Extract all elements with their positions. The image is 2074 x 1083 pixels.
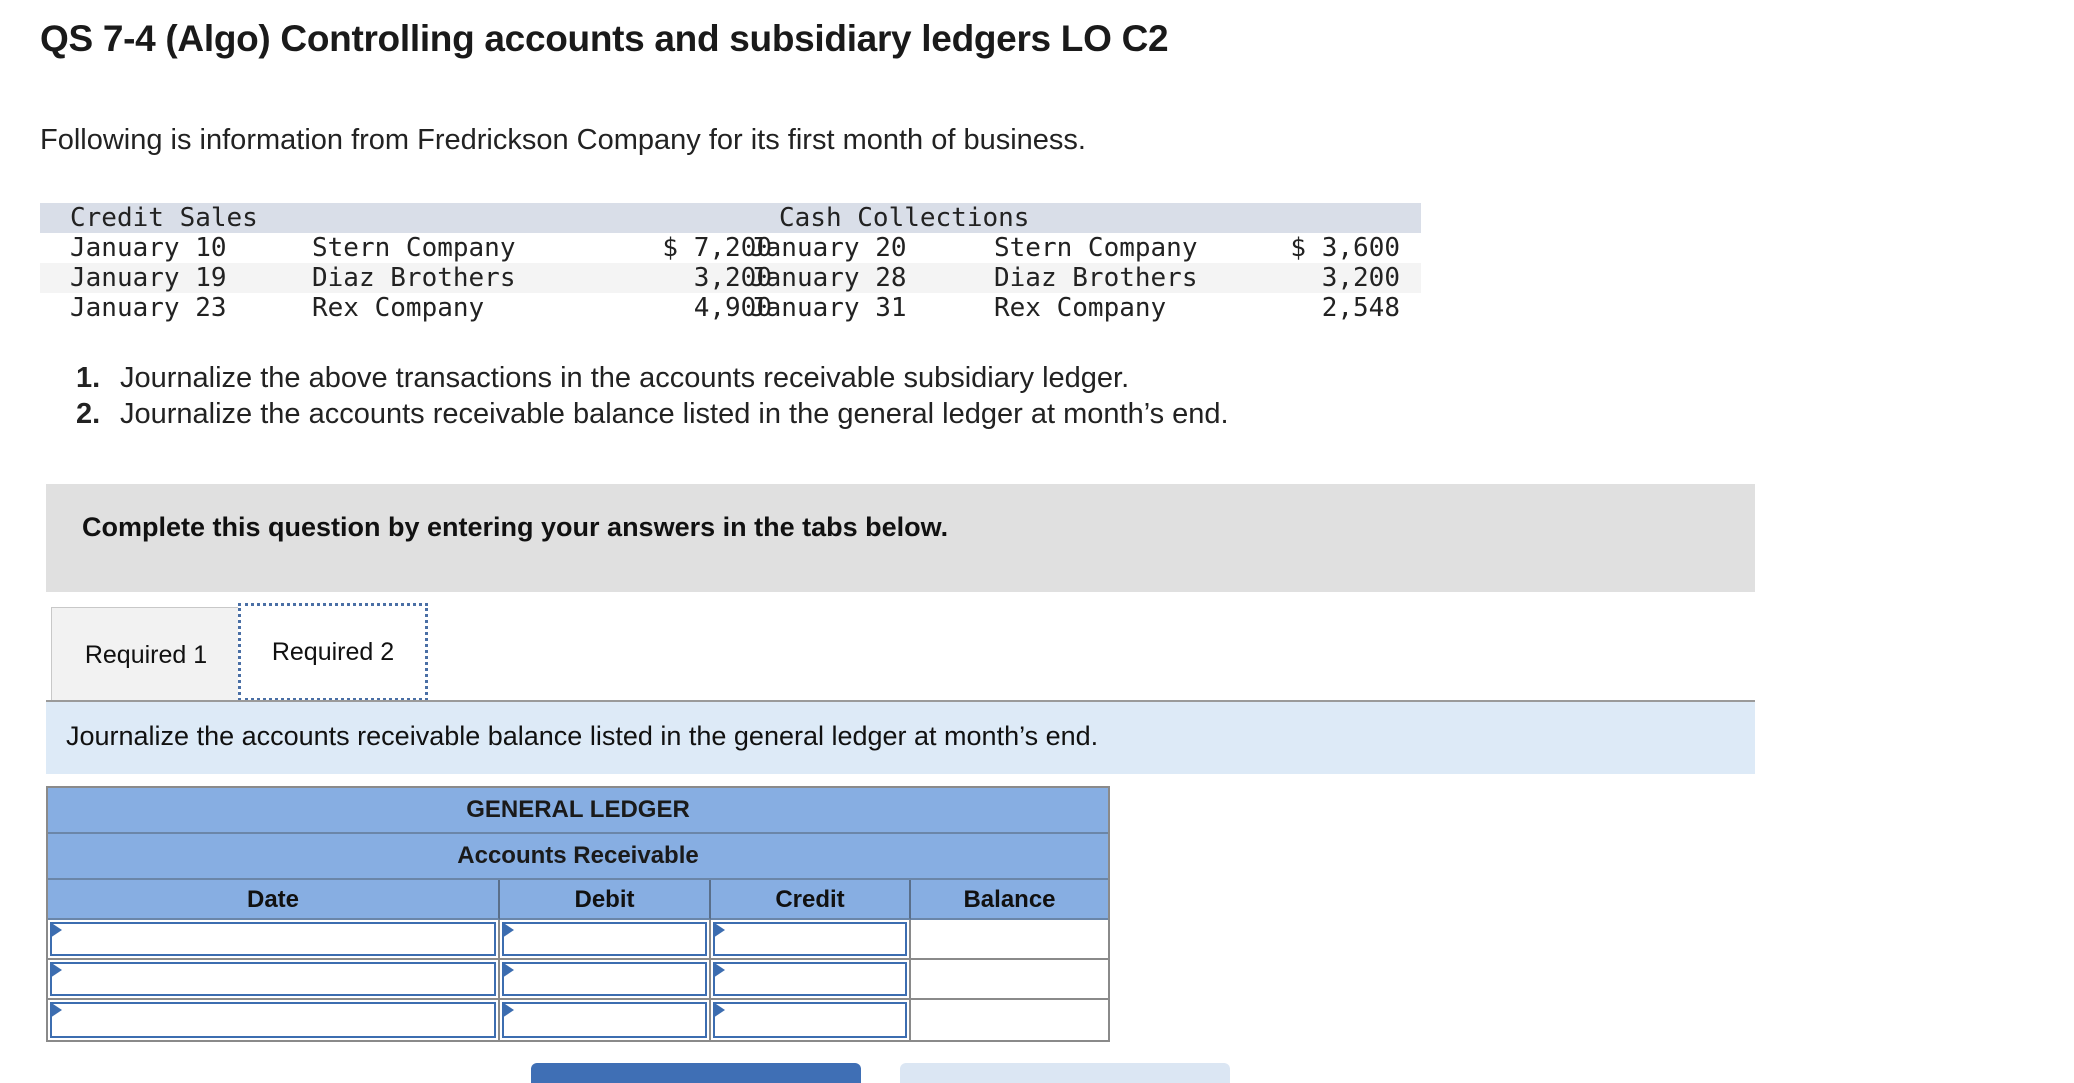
debit-cell xyxy=(500,1000,711,1040)
debit-cell xyxy=(500,920,711,960)
general-ledger-table xyxy=(46,786,1110,1042)
instruction-banner xyxy=(46,484,1755,592)
credit-cell xyxy=(711,1000,911,1040)
collection-date: January 31 xyxy=(750,293,907,323)
debit-input[interactable] xyxy=(502,922,707,956)
sale-amount: 4,900 xyxy=(693,293,772,323)
column-header-credit: Credit xyxy=(711,880,911,920)
balance-cell xyxy=(911,960,1108,1000)
table-row xyxy=(40,263,1421,293)
instruction-text: Complete this question by entering your answers in the tabs below. xyxy=(82,512,949,542)
sale-date: January 10 xyxy=(70,233,227,263)
collection-amount: 2,548 xyxy=(1321,293,1400,323)
debit-input[interactable] xyxy=(502,962,707,996)
sale-customer: Stern Company xyxy=(312,233,516,263)
step-text: Journalize the accounts receivable balance listed in the general ledger at month’s end. xyxy=(120,398,1229,430)
debit-input[interactable] xyxy=(502,1002,707,1038)
ledger-row xyxy=(48,1000,1108,1040)
step-number: 2. xyxy=(76,398,101,430)
table-header-row xyxy=(40,203,1421,233)
credit-input[interactable] xyxy=(713,1002,907,1038)
sale-amount: 3,200 xyxy=(693,263,772,293)
ledger-row xyxy=(48,920,1108,960)
step-item xyxy=(76,396,1229,432)
table-row xyxy=(40,293,1421,323)
ledger-row xyxy=(48,960,1108,1000)
column-header-debit: Debit xyxy=(500,880,711,920)
required-instruction-panel xyxy=(46,702,1755,774)
task-steps xyxy=(76,360,1229,432)
cash-collections-header: Cash Collections xyxy=(779,203,1030,233)
step-text: Journalize the above transactions in the accounts receivable subsidiary ledger. xyxy=(120,362,1130,394)
sale-date: January 19 xyxy=(70,263,227,293)
collection-customer: Diaz Brothers xyxy=(994,263,1198,293)
required-instruction-text: Journalize the accounts receivable balance listed in the general ledger at month’s end. xyxy=(66,721,1099,751)
debit-cell xyxy=(500,960,711,1000)
column-header-date: Date xyxy=(48,880,500,920)
credit-cell xyxy=(711,960,911,1000)
page-title: QS 7-4 (Algo) Controlling accounts and subsidiary ledgers LO C2 xyxy=(40,18,1169,59)
collection-customer: Stern Company xyxy=(994,233,1198,263)
intro-text: Following is information from Fredrickson Company for its first month of business. xyxy=(40,124,1086,156)
credit-input[interactable] xyxy=(713,962,907,996)
collection-customer: Rex Company xyxy=(994,293,1167,323)
collection-amount: 3,200 xyxy=(1321,263,1400,293)
step-item xyxy=(76,360,1229,396)
credit-sales-header: Credit Sales xyxy=(70,203,258,233)
column-header-balance: Balance xyxy=(911,880,1108,920)
sale-customer: Diaz Brothers xyxy=(312,263,516,293)
credit-input[interactable] xyxy=(713,922,907,956)
tab-required-2[interactable]: Required 2 xyxy=(238,603,428,701)
date-cell xyxy=(48,960,500,1000)
collection-date: January 20 xyxy=(750,233,907,263)
previous-tab-button[interactable] xyxy=(531,1063,861,1083)
date-cell xyxy=(48,920,500,960)
sale-customer: Rex Company xyxy=(312,293,485,323)
balance-cell xyxy=(911,920,1108,960)
date-cell xyxy=(48,1000,500,1040)
transactions-table xyxy=(40,203,1421,323)
tab-required-1[interactable]: Required 1 xyxy=(51,607,241,702)
date-dropdown[interactable] xyxy=(50,922,496,956)
step-number: 1. xyxy=(76,362,101,394)
sale-amount: $ 7,200 xyxy=(662,233,772,263)
ledger-title: GENERAL LEDGER xyxy=(48,788,1108,834)
sale-date: January 23 xyxy=(70,293,227,323)
credit-cell xyxy=(711,920,911,960)
collection-date: January 28 xyxy=(750,263,907,293)
date-dropdown[interactable] xyxy=(50,1002,496,1038)
collection-amount: $ 3,600 xyxy=(1290,233,1400,263)
next-tab-button[interactable] xyxy=(900,1063,1230,1083)
table-row xyxy=(40,233,1421,263)
ledger-account-name: Accounts Receivable xyxy=(48,834,1108,880)
date-dropdown[interactable] xyxy=(50,962,496,996)
balance-cell xyxy=(911,1000,1108,1040)
ledger-column-headers xyxy=(48,880,1108,920)
